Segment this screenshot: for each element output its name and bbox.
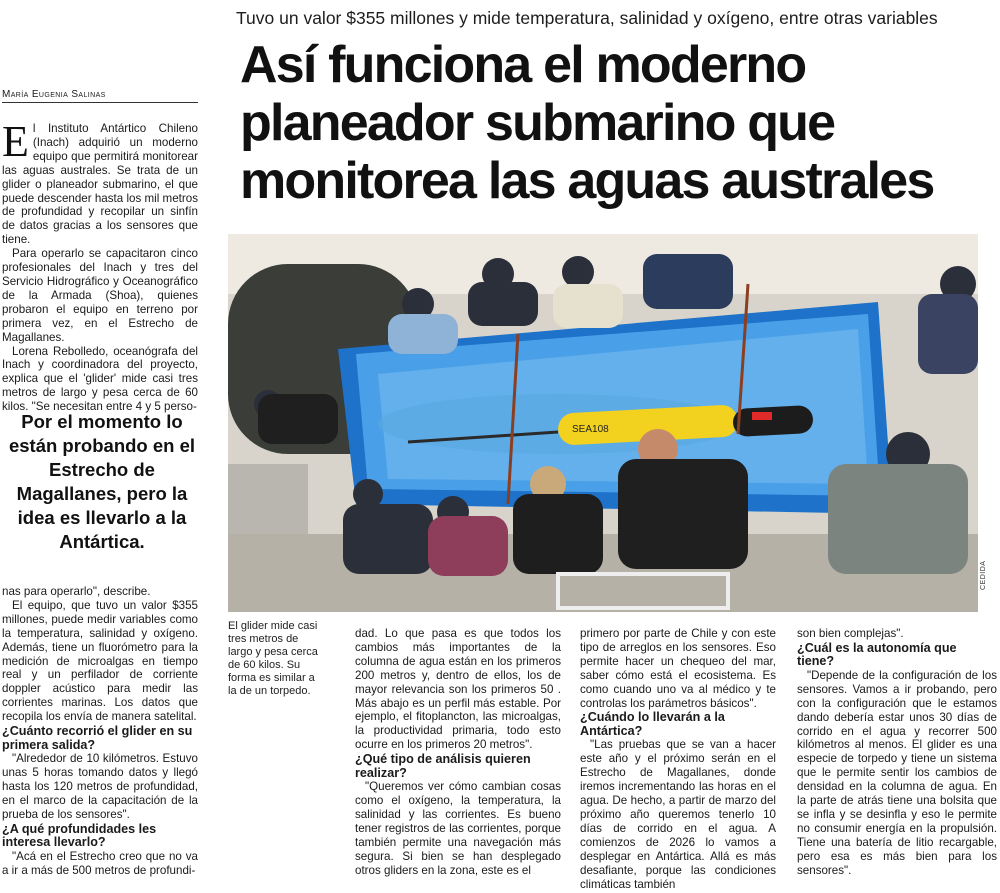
- question-heading: ¿A qué profundidades les interesa llevarlo?: [2, 821, 157, 850]
- paragraph: Para operarlo se capacitaron cinco profesionales del Inach y tres del Servicio Hidrográfico y Oceanográfico de la Armada (Shoa), quienes probaron el equipo en terreno por primera vez, en el Estrecho de Magallanes.: [2, 247, 198, 344]
- headline-line-2: planeador submarino que: [240, 94, 835, 152]
- question-heading: ¿Qué tipo de análisis quieren realizar?: [355, 752, 531, 780]
- paragraph: El equipo, que tuvo un valor $355 millones, puede medir variables como la temperatura, salinidad y oxígeno. Además, tiene un fluorómetro para la medición de microalgas en tiempo real y un perfilador de corriente doppler acústico para medir las corrientes marinas. Los datos que recopila los envía de manera satelital.: [2, 598, 198, 724]
- question-heading: ¿Cuál es la autonomía que tiene?: [797, 640, 957, 669]
- question-heading: ¿Cuándo lo llevarán a la Antártica?: [580, 710, 725, 738]
- headline-line-1: Así funciona el moderno: [240, 36, 806, 94]
- paragraph: "Depende de la configuración de los sensores. Vamos a ir probando, pero con la configuración que le estamos dando debería estar unos 30 días de corrido en el agua y recorrer 500 kilómetros al menos. El glider es una especie de torpedo y tiene un sistema que le permite sentir los cambios de densidad en la columna de agua. En la parte de atrás tiene una bolsita que se infla y se desinfla y eso le permite no consumir energía en la propulsión. Tiene una batería de litio recargable, pero esa es más bien para los sensores".: [797, 668, 997, 877]
- subheadline: Tuvo un valor $355 millones y mide temperatura, salinidad y oxígeno, entre otras variables: [236, 8, 938, 28]
- paragraph: nas para operarlo", describe.: [2, 585, 151, 598]
- byline: María Eugenia Salinas: [2, 89, 198, 103]
- paragraph: dad. Lo que pasa es que todos los cambios más importantes de la columna de agua están en los primeros 200 metros y, dentro de ellos, los de mayor relevancia son los primeros 50 . Más abajo es un perfil más estable. Por ejemplo, el fitoplancton, las microalgas, la productividad primaria, todo esto ocurre en los primeros 20 metros".: [355, 627, 561, 752]
- glider-label: SEA108: [572, 424, 609, 435]
- paragraph: primero por parte de Chile y con este tipo de arreglos en los sensores. Eso permite hacer un chequeo del mar, saber cómo está el ecosistema. Es como cuando uno va al médico y te controlas los parámetros básicos".: [580, 627, 776, 710]
- paragraph: "Queremos ver cómo cambian cosas como el oxígeno, la temperatura, la salinidad y las corrientes. Es bueno tener registros de las corrientes, porque también permite una navegación más segura. Si bien se han desplegado otros gliders en la zona, este es el: [355, 780, 561, 877]
- column-2: [355, 627, 561, 878]
- question-heading: ¿Cuánto recorrió el glider en su primera salida?: [2, 724, 193, 752]
- column-1-top: [2, 117, 198, 414]
- paragraph: "Alrededor de 10 kilómetros. Estuvo unas 5 horas tomando datos y llegó hasta los 120 metros de profundidad, en el marco de la capacitación de la prueba de los sensores".: [2, 752, 198, 821]
- column-3: [580, 627, 776, 891]
- paragraph: Lorena Rebolledo, oceanógrafa del Inach y coordinadora del proyecto, explica que el 'glider' mide casi tres metros de largo y pesa cerca de 60 kilos. "Se necesitan entre 4 y 5 perso-: [2, 344, 198, 414]
- headline: [240, 36, 1000, 210]
- column-1-bottom: [2, 585, 198, 877]
- photo-credit: CEDIDA: [980, 560, 987, 590]
- pull-quote: Por el momento lo están probando en el Estrecho de Magallanes, pero la idea es llevarlo a la Antártica.: [8, 411, 196, 552]
- paragraph: "Las pruebas que se van a hacer este año y el próximo serán en el Estrecho de Magallanes, donde iremos incrementando las horas en el agua. De hecho, a partir de marzo del próximo año queremos tenerlo 10 días de corrido en el agua. A comienzos de 2026 lo vamos a desplegar en Antártica. Allá es más desafiante, porque las condiciones climáticas también: [580, 738, 776, 891]
- dropcap: E: [2, 117, 29, 166]
- headline-line-3: monitorea las aguas australes: [240, 152, 934, 210]
- paragraph: son bien complejas".: [797, 627, 904, 640]
- photo-caption: El glider mide casi tres metros de largo y pesa cerca de 60 kilos. Su forma es similar a la de un torpedo.: [228, 620, 318, 697]
- glider-photo: [228, 234, 978, 612]
- paragraph: "Acá en el Estrecho creo que no va a ir a más de 500 metros de profundi-: [2, 849, 198, 877]
- paragraph: l Instituto Antártico Chileno (Inach) adquirió un moderno equipo que permitirá monitorear las aguas australes. Se trata de un glider o planeador submarino, el que puede descender hasta los mil metros de profundidad y recopilar un sinfín de datos gracias a los sensores que tiene.: [2, 122, 198, 247]
- column-4: [797, 627, 997, 878]
- glider-tank-image: [228, 234, 978, 612]
